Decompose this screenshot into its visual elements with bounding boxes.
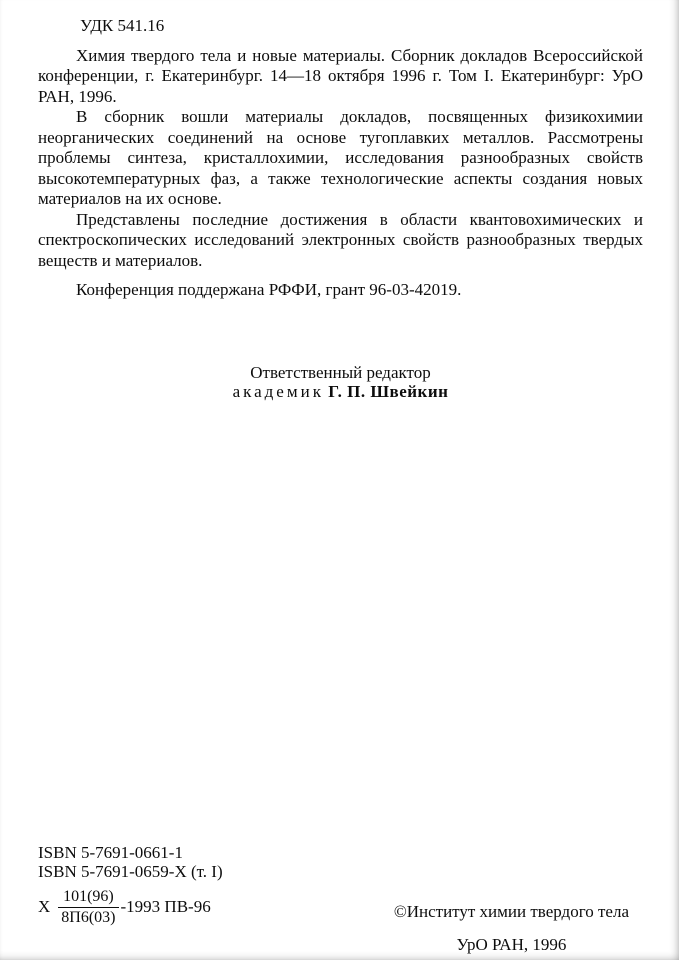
catalog-code [38,888,211,927]
editor-title: академик [232,381,324,401]
imprint-footer [38,843,643,954]
isbn-line-2: ISBN 5-7691-0659-X (т. I) [38,862,223,881]
paragraph-abstract-2: Представлены последние достижения в области квантовохимических и спектроскопических исследований электронных свойств разнообразных твердых веществ и материалов. [38,209,643,270]
fraction-denominator: 8П6(03) [61,909,116,926]
editor-name: Г. П. Швейкин [328,381,449,401]
editor-line [38,382,643,401]
code-prefix: Х [38,897,51,917]
paragraph-abstract-1: В сборник вошли материалы докладов, посвященных физикохимии неорганических соединений на основе тугоплавких металлов. Рассмотрены проблемы синтеза, кристаллохимии, исследования разнообразных свойств высокотемпературных фаз, а также технологические аспекты создания новых материалов на их основе. [38,107,643,208]
copyright-line-2: УрО РАН, 1996 [456,935,567,954]
copyright-line-1: ©Институт химии твердого тела [393,902,629,921]
udc-number: УДК 541.16 [80,16,165,35]
paragraph-bibliographic: Химия твердого тела и новые материалы. Сборник докладов Всероссийской конференции, г. Екатеринбург. 14—18 октября 1996 г. Том I. Екатеринбург: УрО РАН, 1996. [38,45,643,106]
copyright-block [394,902,629,954]
editor-role: Ответственный редактор [250,362,431,382]
isbn-line-1: ISBN 5-7691-0661-1 [38,843,183,862]
code-suffix: -1993 ПВ-96 [120,897,211,917]
code-fraction [58,888,118,927]
fraction-numerator: 101(96) [58,888,118,908]
editor-block [38,363,643,401]
paragraph-grant: Конференция поддержана РФФИ, грант 96-03-42019. [76,280,462,299]
footer-row [38,888,643,954]
